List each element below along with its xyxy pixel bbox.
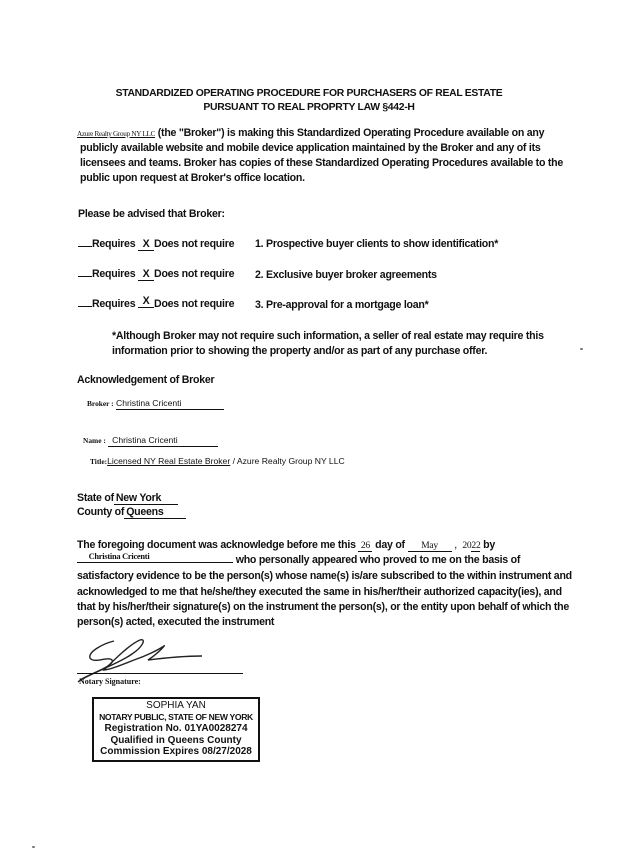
requires-label-3: Requires <box>92 298 136 310</box>
notary-line-3: satisfactory evidence to be the person(s) whose name(s) is/are subscribed to the within instrument and <box>77 570 572 582</box>
day-of-label: day of <box>375 539 405 551</box>
county-label: County of <box>77 506 125 518</box>
county-field <box>77 506 186 519</box>
broker-label: Broker : <box>87 399 114 408</box>
requirement-row-2 <box>78 268 234 281</box>
broker-value[interactable]: Christina Cricenti <box>116 398 224 410</box>
title-value[interactable]: Licensed NY Real Estate Broker <box>107 456 231 466</box>
requirement-row-1 <box>78 238 234 251</box>
state-label: State of <box>77 492 114 504</box>
does-not-require-label-1: Does not require <box>154 238 235 250</box>
title-rest: / Azure Realty Group NY LLC <box>230 456 345 466</box>
notary-stamp <box>92 697 260 762</box>
does-not-require-mark-3[interactable]: X <box>138 296 154 308</box>
footnote-line-1: *Although Broker may not require such information, a seller of real estate may require this <box>112 330 544 342</box>
requires-blank-2[interactable] <box>78 276 92 277</box>
stamp-name: SOPHIA YAN <box>146 700 206 711</box>
state-value[interactable]: New York <box>114 493 178 505</box>
requirement-item-2: 2. Exclusive buyer broker agreements <box>255 269 437 281</box>
notary-line-4: acknowledged to me that he/she/they executed the same in his/her/their authorized capacity(ies), and <box>77 586 562 598</box>
stamp-title: NOTARY PUBLIC, STATE OF NEW YORK <box>99 711 253 722</box>
requires-blank-3[interactable] <box>78 306 92 307</box>
does-not-require-mark-2[interactable]: X <box>138 269 154 281</box>
intro-line-1 <box>77 127 544 139</box>
stamp-expiration: Commission Expires 08/27/2028 <box>100 746 252 758</box>
requires-label-2: Requires <box>92 268 136 280</box>
notary-line-2-text: who personally appeared who proved to me on the basis of <box>235 554 521 566</box>
stamp-registration: Registration No. 01YA0028274 <box>104 723 248 735</box>
does-not-require-label-3: Does not require <box>154 298 235 310</box>
footnote-line-2: information prior to showing the property and/or as part of any purchase offer. <box>112 345 488 357</box>
day-value[interactable]: 26 <box>358 540 372 552</box>
does-not-require-mark-1[interactable]: X <box>138 239 154 251</box>
county-value[interactable]: Queens <box>124 507 186 519</box>
requires-blank-1[interactable] <box>78 246 92 247</box>
requirement-item-1: 1. Prospective buyer clients to show identification* <box>255 238 499 250</box>
advised-heading: Please be advised that Broker: <box>78 208 225 220</box>
title-field <box>90 456 345 466</box>
state-field <box>77 492 178 505</box>
person-name-blank <box>161 562 233 563</box>
name-field <box>83 435 218 447</box>
intro-line-2: publicly available website and mobile device application maintained by the Broker and any of its <box>80 142 541 154</box>
requirement-row-3 <box>78 295 235 311</box>
requirement-item-3: 3. Pre-approval for a mortgage loan* <box>255 299 429 311</box>
notary-line-1-text: The foregoing document was acknowledge before me this <box>77 539 356 551</box>
notary-signature-label: Notary Signature: <box>79 677 141 686</box>
month-value[interactable]: May <box>408 540 452 552</box>
title-label: Title: <box>90 457 108 466</box>
acknowledgement-heading: Acknowledgement of Broker <box>77 374 215 386</box>
notary-signature-line <box>77 673 243 674</box>
name-value[interactable]: Christina Cricenti <box>108 435 218 447</box>
document-title-line-2: PURSUANT TO REAL PROPRTY LAW §442-H <box>203 102 415 113</box>
by-label: by <box>483 539 495 551</box>
year-prefix: 20 <box>462 540 472 551</box>
company-name: Azure Realty Group NY LLC <box>77 130 156 138</box>
document-title-line-1: STANDARDIZED OPERATING PROCEDURE FOR PURCHASERS OF REAL ESTATE <box>115 88 503 99</box>
person-name-value[interactable]: Christina Cricenti <box>77 551 161 563</box>
intro-line-3: licensees and teams. Broker has copies of these Standardized Operating Procedures available to the <box>80 157 563 169</box>
notary-line-1: The foregoing document was acknowledge before me this 26 day of May , 2022 by <box>77 539 495 551</box>
intro-line-1-text: (the "Broker") is making this Standardized Operating Procedure available on any <box>157 127 545 139</box>
intro-line-4: public upon request at Broker's office location. <box>80 172 305 184</box>
broker-field <box>87 398 224 410</box>
scan-speck <box>580 348 583 350</box>
name-label: Name : <box>83 436 106 445</box>
notary-line-2 <box>77 554 520 567</box>
stamp-county: Qualified in Queens County <box>110 734 242 746</box>
year-value[interactable]: 22 <box>471 540 481 551</box>
requires-label-1: Requires <box>92 238 136 250</box>
scan-speck <box>32 846 35 848</box>
notary-line-6: person(s) acted, executed the instrument <box>77 616 275 628</box>
notary-line-5: that by his/her/their signature(s) on the instrument the person(s), or the entity upon behalf of which the <box>77 601 570 613</box>
does-not-require-label-2: Does not require <box>154 268 235 280</box>
